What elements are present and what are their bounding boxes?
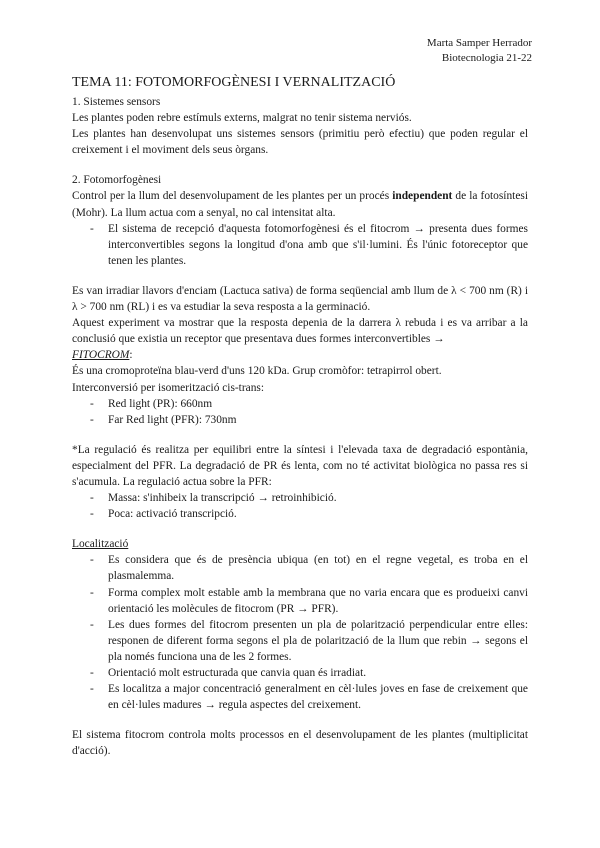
bullet-list-regulation — [72, 490, 528, 522]
fitocrom-term: FITOCROM — [72, 349, 130, 362]
list-item: - Forma complex molt estable amb la membrana que no varia encara que es produeixi canvi orientació les molècules de fitocrom (PR → PFR). — [72, 585, 528, 617]
page-header — [427, 36, 532, 66]
localitzacio-heading: Localització — [72, 538, 129, 551]
list-item: - Es localitza a major concentració generalment en cèl·lules joves en fase de creixement que en cèl·lules madures → regula aspectes del creixement. — [72, 681, 528, 713]
section-2-paragraph-2: Es van irradiar llavors d'enciam (Lactuca sativa) de forma seqüencial amb llum de λ < 700 nm (R) i λ > 700 nm (RL) i es va estudiar la seva resposta a la germinació. — [72, 284, 528, 314]
author-name: Marta Samper Herrador — [426, 37, 532, 49]
bullet-list-wavelengths — [72, 396, 528, 428]
section-2-paragraph-4: És una cromoproteïna blau-verd d'uns 120 kDa. Grup cromòfor: tetrapirrol obert. — [72, 365, 442, 378]
list-item: - Far Red light (PFR): 730nm — [72, 412, 528, 428]
section-2-paragraph-6: *La regulació és realitza per equilibri entre la síntesi i l'elevada taxa de degradació espontània, especialment del PFR. La degradació de PR és lenta, com no té activitat biològica no passa res si s'acumula. La regulació actua sobre la PFR: — [72, 443, 528, 488]
section-1-paragraph-1: Les plantes poden rebre estímuls externs, malgrat no tenir sistema nerviós. — [72, 112, 412, 125]
section-2-paragraph-1 — [72, 188, 528, 220]
document-body — [72, 73, 528, 759]
list-item: - Massa: s'inhibeix la transcripció → retroinhibició. — [72, 490, 528, 506]
bullet-list-localitzacio — [72, 552, 528, 713]
section-1-paragraph-2: Les plantes han desenvolupat uns sistemes sensors (primitiu però efectiu) que poden regular el creixement i el moviment dels seus òrgans. — [72, 128, 528, 157]
text-run: : — [129, 349, 133, 362]
list-item: - Es considera que és de presència ubiqua (en tot) en el regne vegetal, es troba en el plasmalemma. — [72, 552, 528, 584]
section-1-heading: 1. Sistemes sensors — [72, 96, 161, 108]
list-item: - Poca: activació transcripció. — [72, 506, 528, 522]
list-item: - Red light (PR): 660nm — [72, 396, 528, 412]
document-title: TEMA 11: FOTOMORFOGÈNESI I VERNALITZACIÓ — [72, 75, 396, 90]
bullet-list-receptor — [72, 221, 528, 269]
section-2-paragraph-5: Interconversió per isomerització cis-trans: — [72, 381, 264, 394]
fitocrom-label — [72, 347, 528, 363]
closing-paragraph: El sistema fitocrom controla molts processos en el desenvolupament de les plantes (multiplicitat d'acció). — [72, 729, 528, 758]
list-item: - El sistema de recepció d'aquesta fotomorfogènesi és el fitocrom → presenta dues formes interconvertibles segons la longitud d'ona amb que s'il·lumini. És l'únic fotoreceptor que tenen les plantes. — [72, 221, 528, 269]
bold-text: independent — [392, 190, 453, 203]
course-name: Biotecnologia 21-22 — [441, 52, 532, 64]
text-run: de la fotosíntesi (Mohr). La llum actua com a senyal, no cal intensitat alta. — [72, 190, 528, 219]
list-item: - Orientació molt estructurada que canvia quan és irradiat. — [72, 665, 528, 681]
list-item: - Les dues formes del fitocrom presenten un pla de polarització perpendicular entre elles: responen de diferent forma segons el pla de polarització de la llum que rebin → segons el pla només funciona una de les 2 formes. — [72, 617, 528, 665]
section-2-heading: 2. Fotomorfogènesi — [72, 174, 162, 187]
text-run: Control per la llum del desenvolupament de les plantes per un procés — [72, 190, 393, 203]
section-2-paragraph-3: Aquest experiment va mostrar que la resposta depenia de la darrera λ rebuda i es va arribar a la conclusió que existia un receptor que presentava dues formes interconvertibles → — [72, 317, 528, 346]
